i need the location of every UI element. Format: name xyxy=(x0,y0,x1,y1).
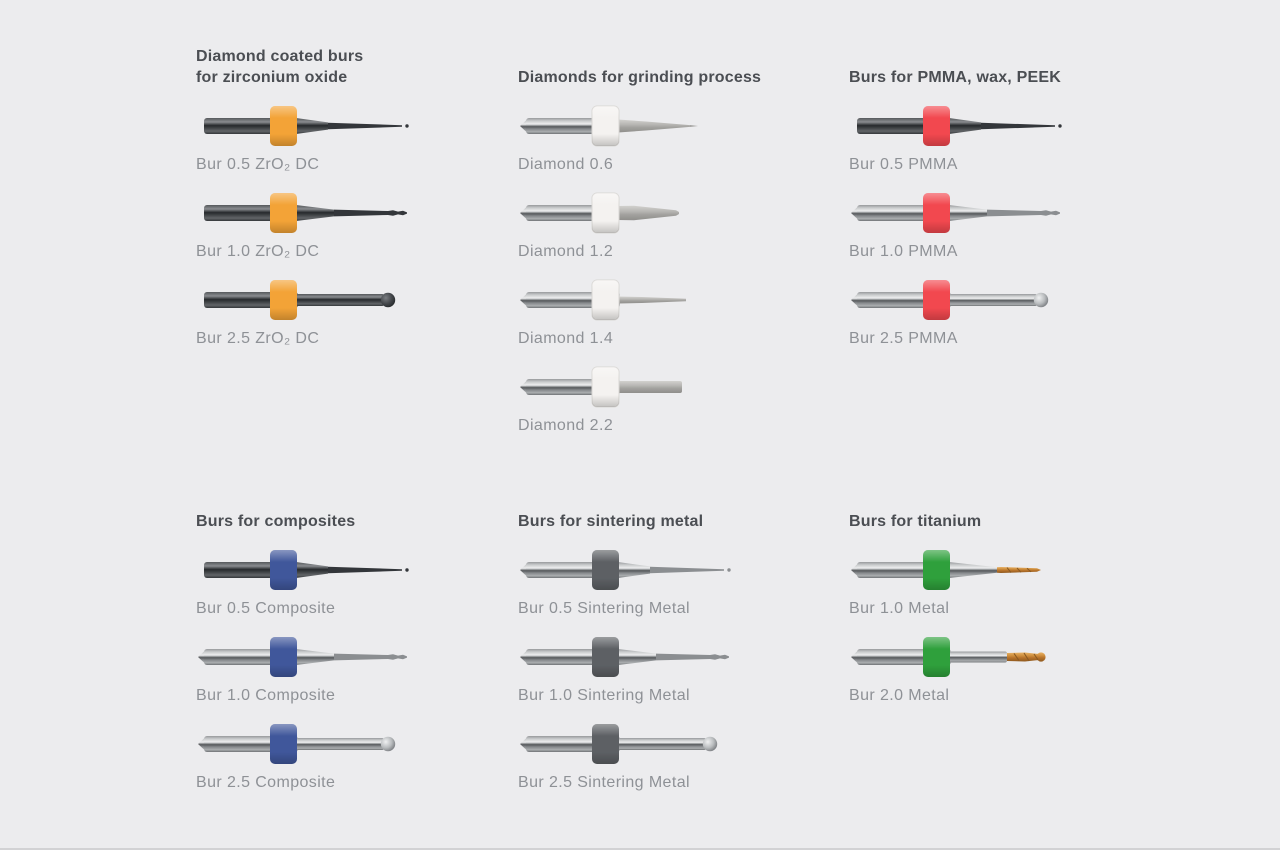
section-title-line1: Diamonds for grinding process xyxy=(518,69,762,86)
section-title-line1: Burs for titanium xyxy=(849,513,982,530)
section-title xyxy=(849,488,1161,532)
bur-label: Bur 2.5 PMMA xyxy=(849,330,958,347)
bur-item xyxy=(518,718,830,793)
bur-item xyxy=(849,274,1161,349)
bur-item xyxy=(196,187,508,262)
bur-image xyxy=(518,631,753,683)
section-items xyxy=(196,100,508,349)
bur-label: Bur 1.0 Sintering Metal xyxy=(518,687,690,704)
bur-image xyxy=(518,274,753,326)
bur-item xyxy=(518,100,830,175)
bur-item xyxy=(196,100,508,175)
bur-image xyxy=(849,100,1084,152)
bur-label: Bur 1.0 ZrO₂ DC xyxy=(196,243,320,260)
bur-label: Diamond 1.4 xyxy=(518,330,614,347)
bur-item xyxy=(196,631,508,706)
bur-image xyxy=(849,631,1084,683)
bur-image xyxy=(196,274,431,326)
bur-label: Bur 0.5 PMMA xyxy=(849,156,958,173)
bur-label: Bur 0.5 ZrO₂ DC xyxy=(196,156,320,173)
section-title xyxy=(849,44,1161,88)
section-diamonds-grinding xyxy=(518,44,830,448)
bur-item xyxy=(518,274,830,349)
bur-image xyxy=(518,718,753,770)
section-items xyxy=(518,544,830,793)
bur-item xyxy=(518,631,830,706)
bur-label: Bur 1.0 Metal xyxy=(849,600,950,617)
section-items xyxy=(196,544,508,793)
bur-item xyxy=(849,100,1161,175)
section-title xyxy=(518,44,830,88)
bur-image xyxy=(518,361,753,413)
bur-image xyxy=(849,274,1084,326)
section-sintering-metal xyxy=(518,488,830,805)
bur-image xyxy=(196,544,431,596)
bur-item xyxy=(518,544,830,619)
bur-label: Bur 2.5 Composite xyxy=(196,774,336,791)
section-title-line2: for zirconium oxide xyxy=(196,69,348,86)
section-title xyxy=(196,488,508,532)
section-pmma-wax-peek xyxy=(849,44,1161,361)
section-title-line1: Diamond coated burs xyxy=(196,48,364,65)
section-title-line1: Burs for composites xyxy=(196,513,356,530)
section-items xyxy=(849,544,1161,706)
bur-label: Bur 2.5 ZrO₂ DC xyxy=(196,330,320,347)
bur-item xyxy=(849,187,1161,262)
bur-label: Bur 0.5 Sintering Metal xyxy=(518,600,690,617)
section-zirconium-oxide xyxy=(196,44,508,361)
bur-image xyxy=(196,187,431,239)
bur-item xyxy=(196,274,508,349)
bur-label: Bur 1.0 Composite xyxy=(196,687,336,704)
bur-item xyxy=(196,544,508,619)
section-title xyxy=(518,488,830,532)
bur-image xyxy=(849,187,1084,239)
section-titanium xyxy=(849,488,1161,718)
bur-label: Bur 2.5 Sintering Metal xyxy=(518,774,690,791)
bur-label: Bur 2.0 Metal xyxy=(849,687,950,704)
bur-image xyxy=(518,187,753,239)
section-title-line1: Burs for sintering metal xyxy=(518,513,704,530)
bur-image xyxy=(518,100,753,152)
bur-item xyxy=(196,718,508,793)
bur-item xyxy=(849,631,1161,706)
bur-label: Bur 1.0 PMMA xyxy=(849,243,958,260)
bur-image xyxy=(518,544,753,596)
bur-item xyxy=(518,187,830,262)
bur-label: Diamond 1.2 xyxy=(518,243,614,260)
section-items xyxy=(518,100,830,436)
section-items xyxy=(849,100,1161,349)
section-title xyxy=(196,44,396,88)
bur-item xyxy=(849,544,1161,619)
bur-label: Diamond 0.6 xyxy=(518,156,614,173)
bur-image xyxy=(849,544,1084,596)
bur-image xyxy=(196,100,431,152)
bur-image xyxy=(196,718,431,770)
section-title-line1: Burs for PMMA, wax, PEEK xyxy=(849,69,1061,86)
bur-label: Diamond 2.2 xyxy=(518,417,614,434)
bur-label: Bur 0.5 Composite xyxy=(196,600,336,617)
bur-image xyxy=(196,631,431,683)
section-composites xyxy=(196,488,508,805)
bur-item xyxy=(518,361,830,436)
